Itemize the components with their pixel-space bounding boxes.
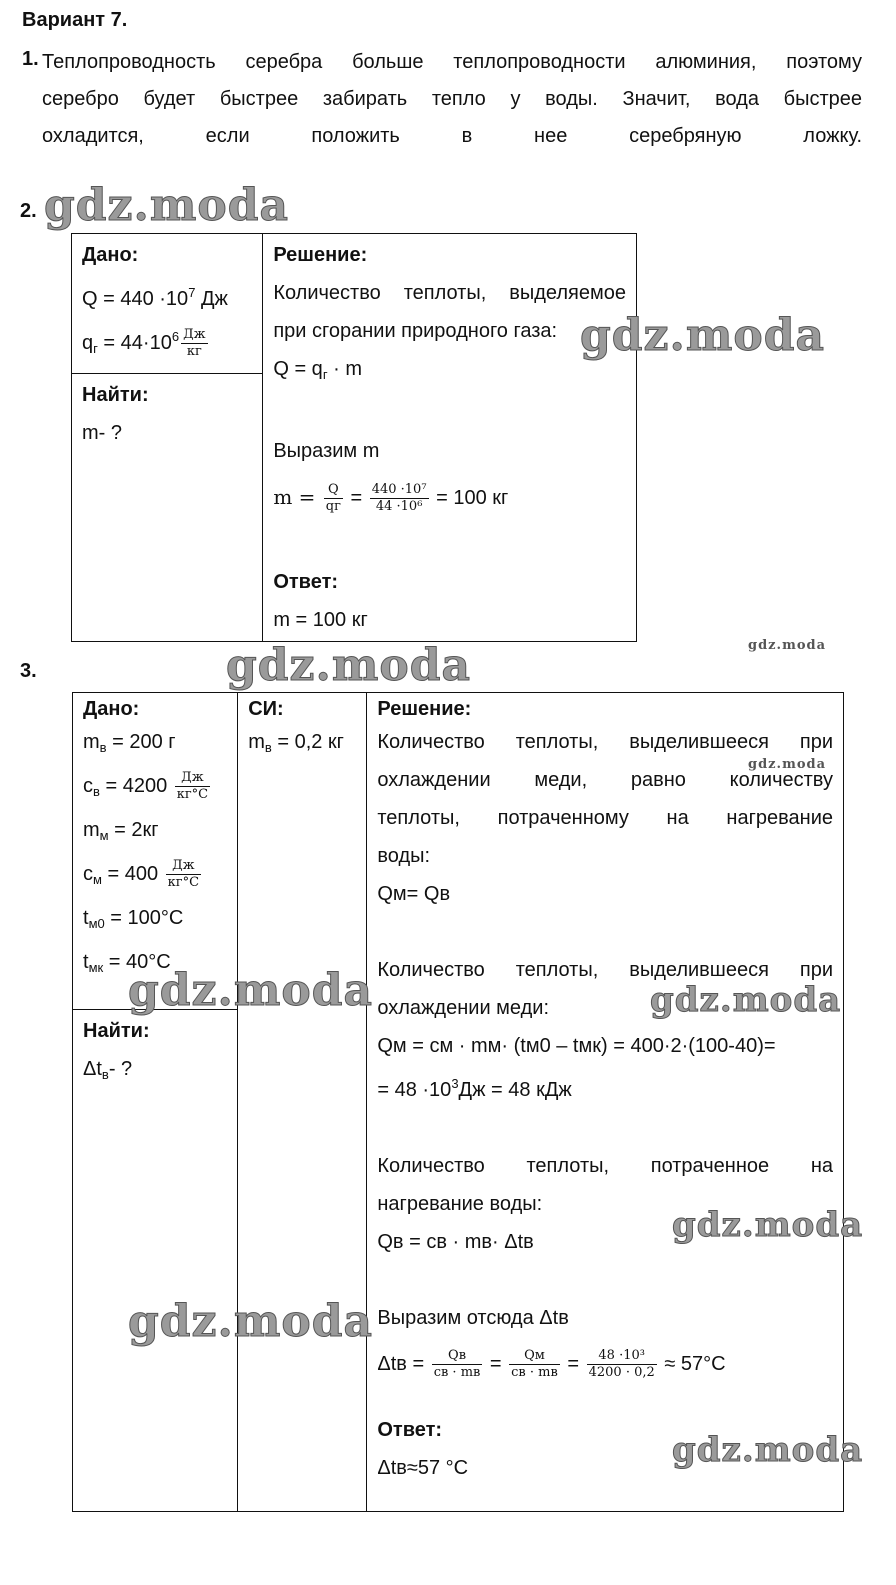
- p3-sol-r9: = $48 \cdot 10^3Дж = 48$ кДж: [377, 1076, 572, 1101]
- problem-1-number: 1.: [22, 48, 39, 70]
- problem-1-line-2: серебро будет быстрее забирать тепло у воды. Значит, вода быстрее: [42, 88, 862, 110]
- watermark: gdz.moda: [748, 757, 827, 772]
- p3-given-cb: $c_в = 4200$ $\frac{Дж}{кг^\circ C}$: [83, 770, 209, 803]
- p3-sol-r12: Qв = cв · mв· Δtв: [377, 1231, 534, 1253]
- watermark: gdz.moda: [44, 180, 290, 231]
- watermark: gdz.moda: [128, 965, 374, 1016]
- p3-sol-r14: Δtв = $\frac{Qв}{cв \cdot mв}$ = $\frac{Qм}{cв \cdot mв}$ = $\frac{\text{48 ·10³}}{4200 \cdot 0,2}$ ≈ 57°С: [377, 1348, 726, 1381]
- p3-answer-header: Ответ:: [377, 1419, 443, 1441]
- problem-2-number: 2.: [20, 200, 37, 222]
- p3-find-cell: [73, 1010, 238, 1512]
- p2-unit-fraction: $\frac{Дж}{кг}$: [183, 327, 206, 360]
- p3-given-tk: $t_{мк} = 40^\circ С$: [83, 951, 171, 975]
- p3-si-value: $m_в = 0,2$ кг: [248, 731, 344, 755]
- watermark: gdz.moda: [748, 638, 827, 653]
- p2-solution-header: Решение:: [273, 244, 368, 266]
- problem-3-number: 3.: [20, 660, 37, 682]
- p3-solution-cell: [367, 693, 844, 1512]
- p2-given-cell: [72, 234, 263, 374]
- p3-find-header: Найти:: [83, 1020, 150, 1042]
- problem-1-line-1: Теплопроводность серебра больше теплопроводности алюминия, поэтому: [42, 51, 862, 73]
- problem-1-text: [42, 44, 862, 155]
- p3-sol-r7: охлаждении меди:: [377, 997, 549, 1019]
- problem-1-line-3: охладится, если положить в нее серебряную ложку.: [42, 125, 862, 147]
- p3-given-t0: $t_{м0} = 100^\circ С$: [83, 907, 184, 931]
- p2-sol-line-3: Выразим m: [273, 440, 380, 462]
- p2-find-value: m- ?: [82, 422, 122, 444]
- p3-sol-r13: Выразим отсюда Δtв: [377, 1307, 569, 1329]
- p2-given-qg: $q_г = 44\cdot 10^6$ $\frac{Дж}{кг}$: [82, 327, 206, 360]
- p2-solution-cell: [263, 234, 637, 642]
- p2-given-header: Дано:: [82, 244, 139, 266]
- p3-sol-r8: Qм = cм · mм· (tм0 – tмк) = 400·2·(100-40)=: [377, 1035, 776, 1057]
- watermark: gdz.moda: [672, 1205, 864, 1245]
- p3-sol-r10: Количество теплоты, потраченное на: [377, 1155, 833, 1177]
- p3-sol-r1: Количество теплоты, выделившееся при: [377, 731, 833, 753]
- p2-sol-formula-2: m = $\frac{Q}{qг}$ = $\frac{\text{440 ·10⁷}}{\text{44 ·10⁶}}$ = 100 кг: [273, 482, 509, 515]
- watermark: gdz.moda: [226, 640, 472, 691]
- p2-answer: m = 100 кг: [273, 609, 368, 631]
- p3-sol-r11: нагревание воды:: [377, 1193, 543, 1215]
- p3-find-value: $\Delta t_в-$ ?: [83, 1058, 133, 1082]
- page-title: Вариант 7.: [22, 9, 128, 31]
- p3-sol-r2: охлаждении меди, равно количеству: [377, 769, 833, 791]
- p3-given-mm: $m_м = 2кг$: [83, 819, 159, 843]
- p2-find-header: Найти:: [82, 384, 149, 406]
- p3-sol-r6: Количество теплоты, выделившееся при: [377, 959, 833, 981]
- p3-sol-r3: теплоты, потраченному на нагревание: [377, 807, 833, 829]
- p3-solution-header: Решение:: [377, 698, 472, 720]
- p3-si-cell: [238, 693, 367, 1512]
- p3-given-cm: $c_м = 400$ $\frac{Дж}{кг^\circ C}$: [83, 858, 200, 891]
- p2-sol-line-2: при сгорании природного газа:: [273, 320, 558, 342]
- p2-given-q: $Q = 440 \cdot 10^7$ Дж: [82, 285, 228, 310]
- p2-sol-formula-1: $Q = q_г \cdot m$: [273, 358, 362, 382]
- watermark: gdz.moda: [672, 1430, 864, 1470]
- p3-given-header: Дано:: [83, 698, 140, 720]
- problem-2-table: [71, 233, 637, 642]
- watermark: gdz.moda: [580, 310, 826, 361]
- problem-3-table: [72, 692, 844, 1512]
- p3-answer: Δtв≈57 °С: [377, 1457, 469, 1479]
- p2-find-cell: [72, 374, 263, 642]
- p3-si-header: СИ:: [248, 698, 284, 720]
- p2-sol-line-1: Количество теплоты, выделяемое: [273, 282, 626, 304]
- p3-given-cell: [73, 693, 238, 1010]
- watermark: gdz.moda: [650, 980, 842, 1020]
- watermark: gdz.moda: [128, 1296, 374, 1347]
- p3-given-mb: $m_в = 200$ г: [83, 731, 176, 755]
- p2-answer-header: Ответ:: [273, 571, 339, 593]
- p3-sol-r5: Qм= Qв: [377, 883, 451, 905]
- p3-sol-r4: воды:: [377, 845, 431, 867]
